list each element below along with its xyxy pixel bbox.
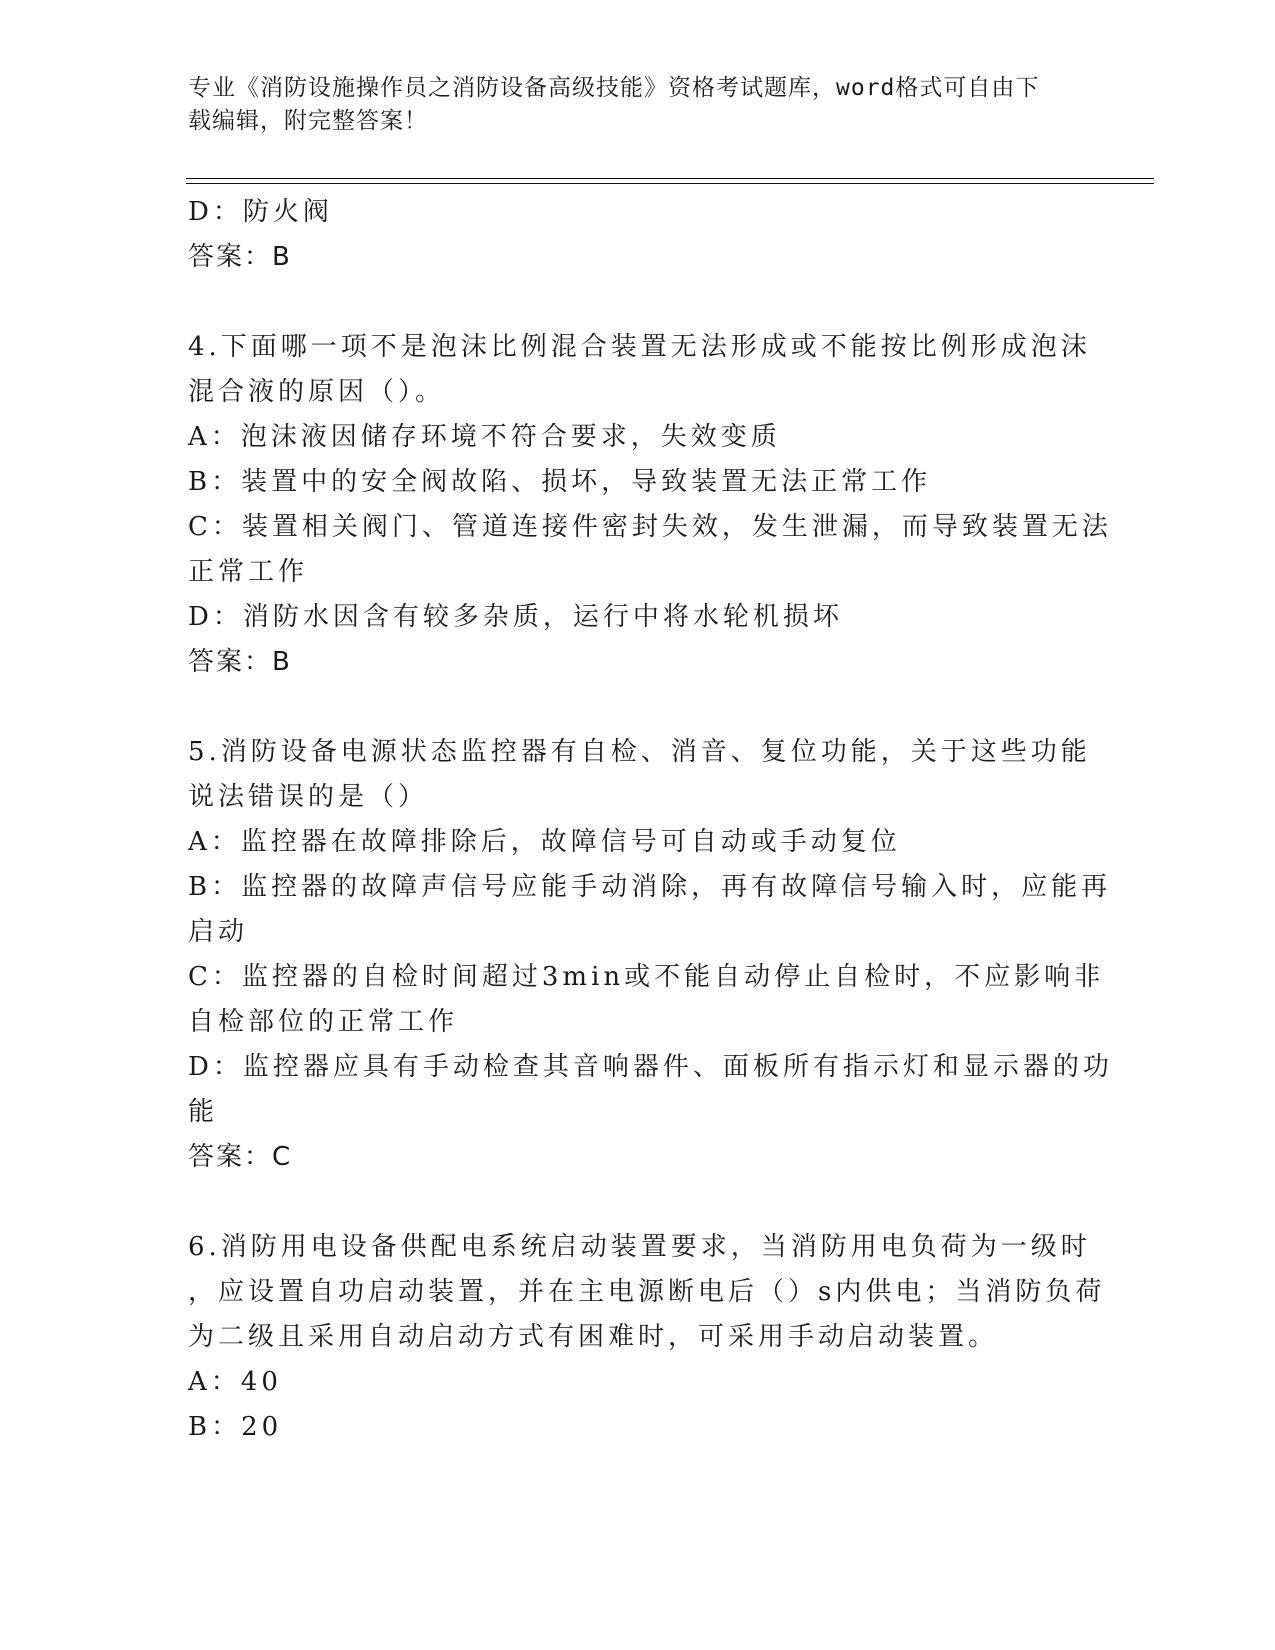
question-stem: 5.消防设备电源状态监控器有自检、消音、复位功能，关于这些功能	[188, 737, 1091, 767]
option-a: A：40	[188, 1367, 282, 1397]
option-c: C：装置相关阀门、管道连接件密封失效，发生泄漏，而导致装置无法	[188, 512, 1112, 542]
option-c: 正常工作	[188, 557, 309, 587]
option-d: D：防火阀	[188, 197, 333, 227]
question-6	[188, 1225, 1106, 1450]
option-b: B：装置中的安全阀故陷、损坏，导致装置无法正常工作	[188, 467, 932, 497]
option-d: D：消防水因含有较多杂质，运行中将水轮机损坏	[188, 602, 843, 632]
question-stem: ，应设置自功启动装置，并在主电源断电后（）s内供电；当消防负荷	[188, 1277, 1106, 1307]
option-a: A：泡沫液因储存环境不符合要求，失效变质	[188, 422, 781, 452]
option-d: 能	[188, 1097, 219, 1127]
question-stem: 4.下面哪一项不是泡沫比例混合装置无法形成或不能按比例形成泡沫	[188, 332, 1091, 362]
option-c: 自检部位的正常工作	[188, 1007, 459, 1037]
answer: 答案：C	[188, 1142, 293, 1172]
option-b: 启动	[188, 917, 249, 947]
header-rule-bottom	[186, 183, 1154, 184]
question-stem: 混合液的原因（）。	[188, 377, 446, 407]
answer: 答案：B	[188, 242, 292, 272]
option-a: A：监控器在故障排除后，故障信号可自动或手动复位	[188, 827, 901, 857]
option-b: B：监控器的故障声信号应能手动消除，再有故障信号输入时，应能再	[188, 872, 1112, 902]
header-rule-top	[186, 178, 1154, 179]
question-content	[188, 190, 1113, 1450]
question-4	[188, 325, 1112, 685]
page-header	[188, 72, 1068, 138]
header-line: 载编辑，附完整答案！	[188, 108, 428, 134]
option-d: D：监控器应具有手动检查其音响器件、面板所有指示灯和显示器的功	[188, 1052, 1113, 1082]
option-c: C：监控器的自检时间超过3min或不能自动停止自检时，不应影响非	[188, 962, 1105, 992]
question-stem: 为二级且采用自动启动方式有困难时，可采用手动启动装置。	[188, 1322, 999, 1352]
question-stem: 说法错误的是（）	[188, 782, 429, 812]
question-5	[188, 730, 1113, 1180]
option-b: B：20	[188, 1412, 283, 1442]
question-stem: 6.消防用电设备供配电系统启动装置要求，当消防用电负荷为一级时	[188, 1232, 1091, 1262]
answer: 答案：B	[188, 647, 292, 677]
header-line: 专业《消防设施操作员之消防设备高级技能》资格考试题库，word格式可自由下	[188, 75, 1040, 101]
